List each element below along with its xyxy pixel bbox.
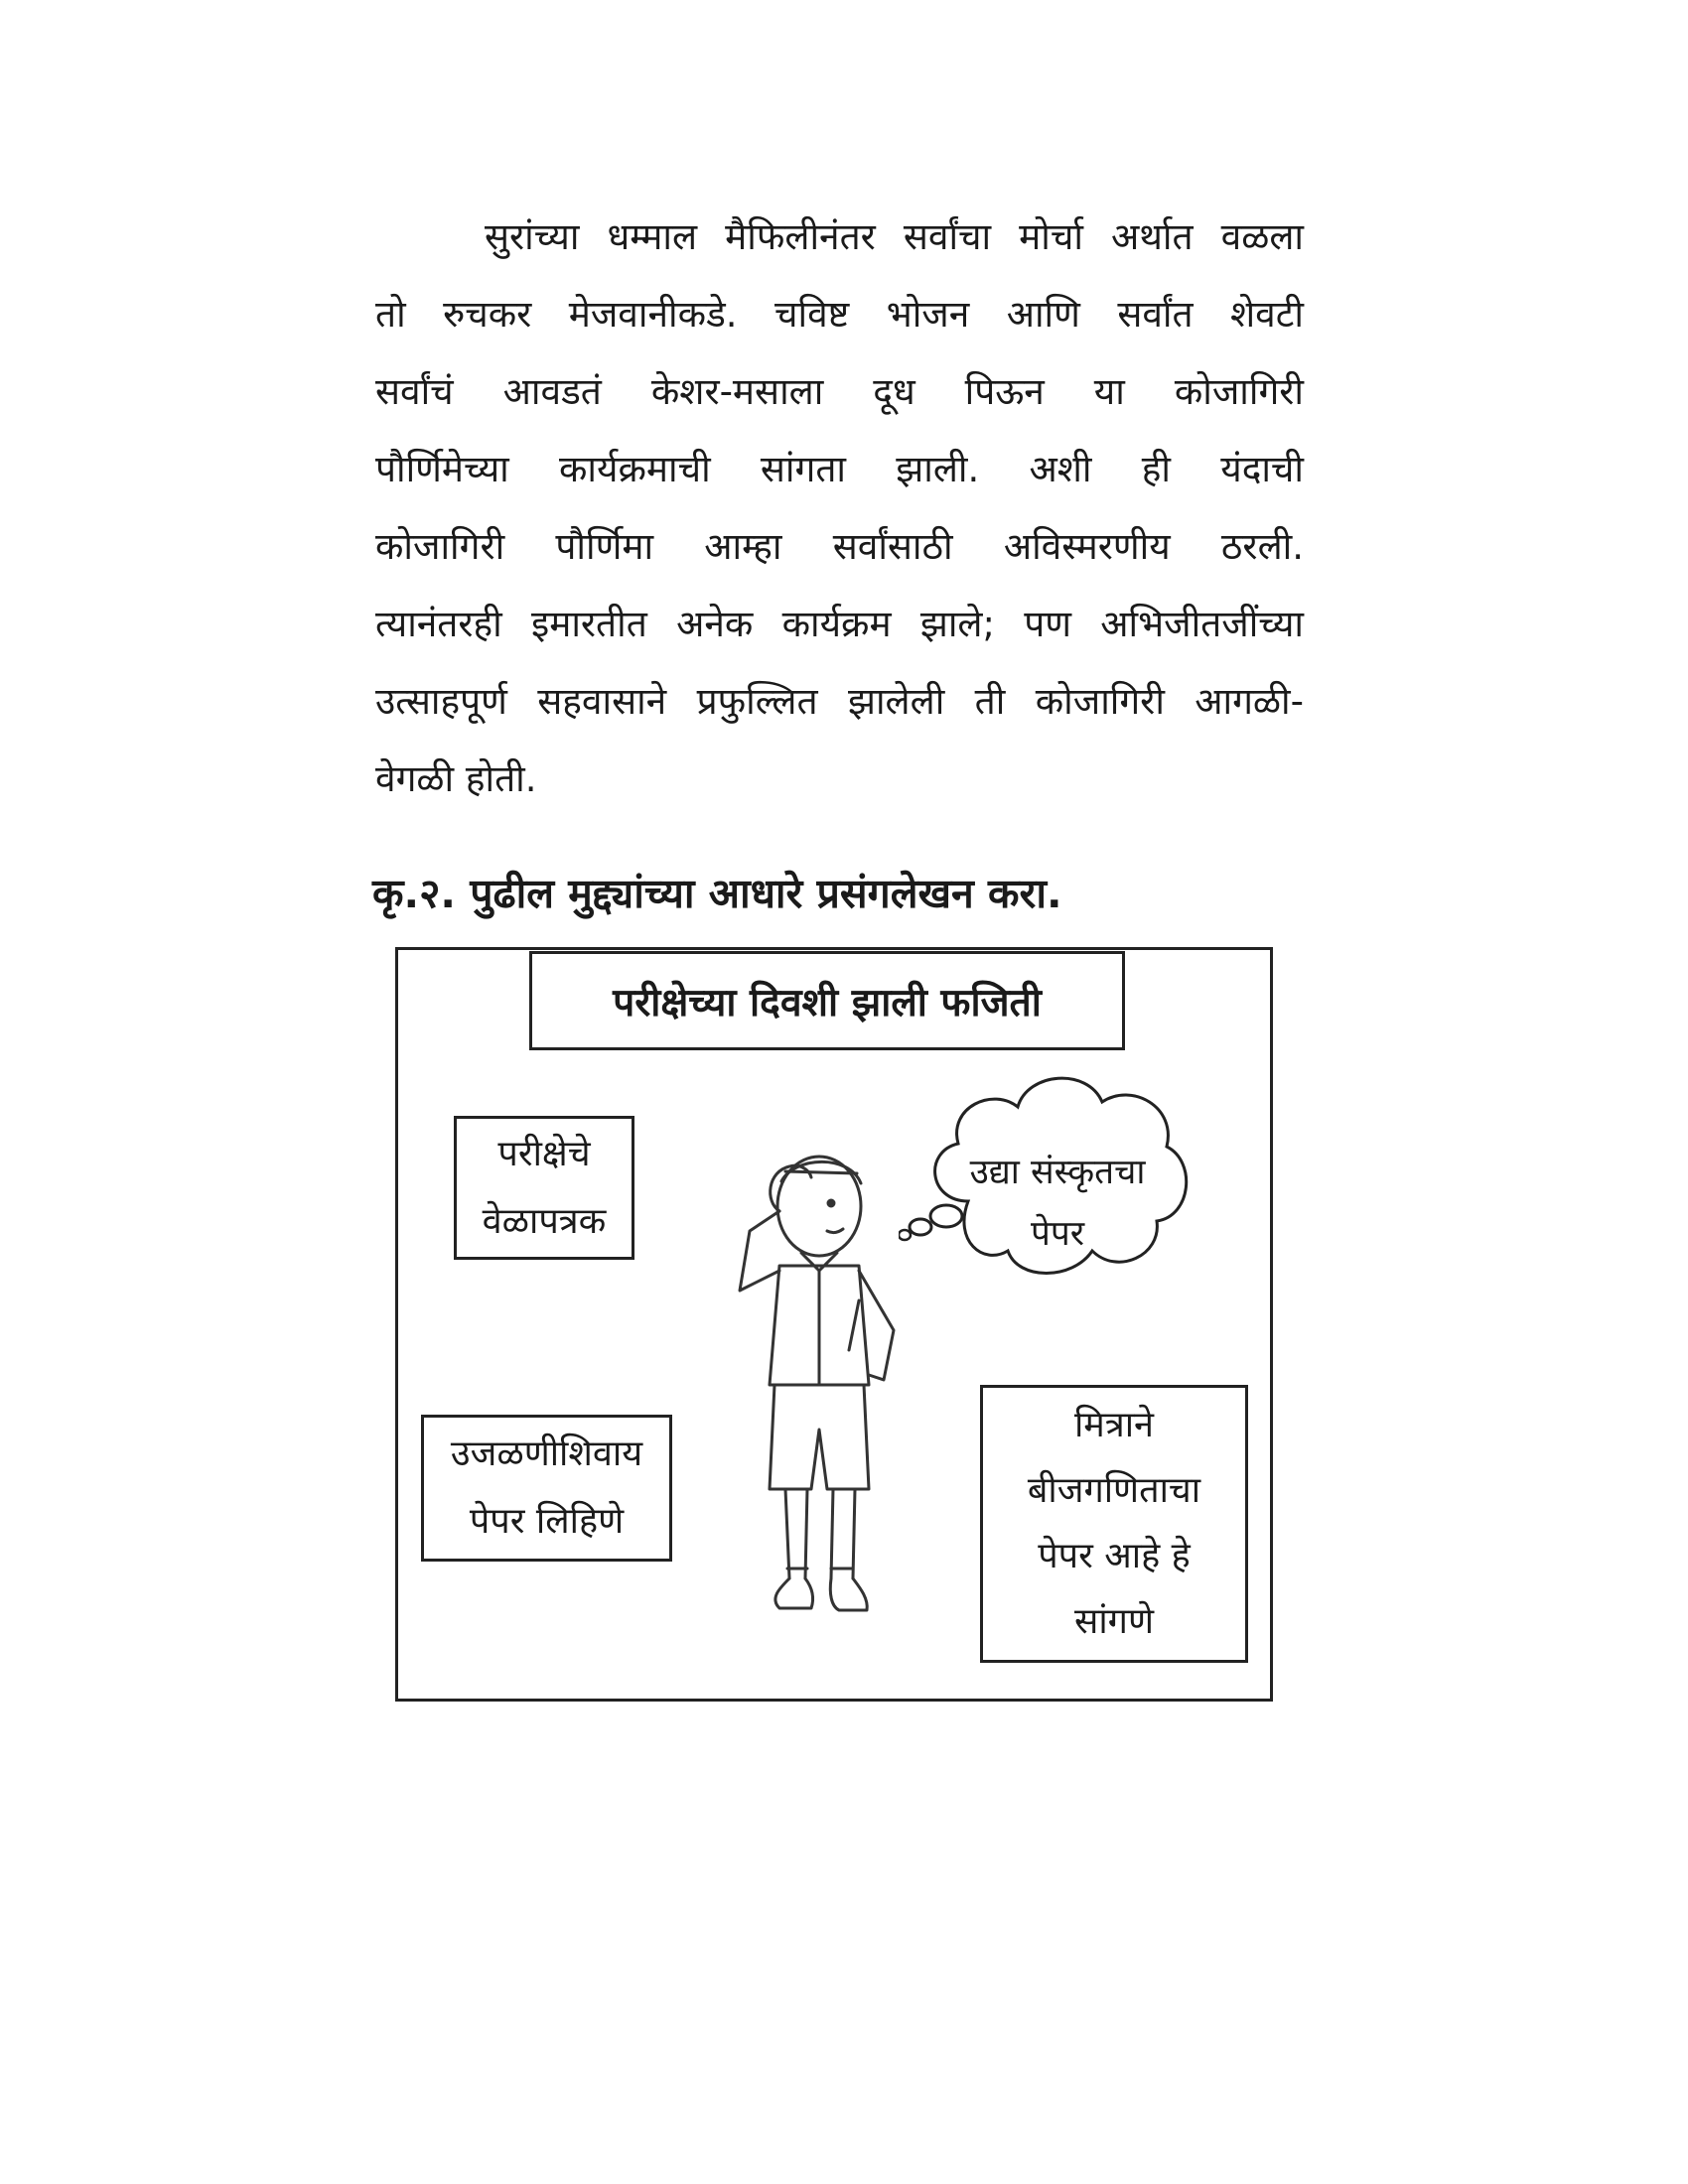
- point-text: बीजगणिताचा: [1027, 1470, 1201, 1511]
- point-box-timetable: [454, 1116, 634, 1260]
- thinking-boy-icon: [720, 1142, 918, 1668]
- passage-line: सर्वांचं आवडतं केशर-मसाला दूध पिऊन या कोजागिरी: [375, 370, 1304, 413]
- question-heading: कृ.२. पुढील मुद्द्यांच्या आधारे प्रसंगलेखन करा.: [372, 870, 1062, 917]
- passage-paragraph: [375, 199, 1304, 818]
- passage-line: पौर्णिमेच्या कार्यक्रमाची सांगता झाली. अशी ही यंदाची: [375, 448, 1304, 490]
- point-text: सांगणे: [1074, 1601, 1154, 1642]
- point-text: पेपर आहे हे: [1038, 1536, 1191, 1576]
- point-text: वेळापत्रक: [482, 1200, 607, 1242]
- point-text: परीक्षेचे: [497, 1133, 591, 1174]
- passage-line: उत्साहपूर्ण सहवासाने प्रफुल्लित झालेली ती कोजागिरी आगळी-: [375, 680, 1304, 723]
- passage-line: तो रुचकर मेजवानीकडे. चविष्ट भोजन आणि सर्वांत शेवटी: [375, 293, 1304, 336]
- thought-line: उद्या संस्कृतचा: [969, 1153, 1146, 1192]
- point-box-no-revision: [421, 1415, 672, 1562]
- thought-line: पेपर: [1030, 1214, 1085, 1254]
- passage-line: वेगळी होती.: [375, 757, 537, 800]
- prompt-card-title: परीक्षेच्या दिवशी झाली फजिती: [529, 951, 1125, 1050]
- passage-line: कोजागिरी पौर्णिमा आम्हा सर्वांसाठी अविस्मरणीय ठरली.: [375, 525, 1304, 568]
- point-text: पेपर लिहिणे: [469, 1501, 625, 1542]
- thought-text: [943, 1142, 1172, 1265]
- passage-line: त्यानंतरही इमारतीत अनेक कार्यक्रम झाले; पण अभिजीतजींच्या: [375, 603, 1304, 645]
- point-text: मित्राने: [1073, 1405, 1155, 1445]
- passage-line: सुरांच्या धम्माल मैफिलीनंतर सर्वांचा मोर्चा अर्थात वळला: [485, 215, 1304, 258]
- point-box-friend: [980, 1385, 1248, 1663]
- point-text: उजळणीशिवाय: [450, 1433, 643, 1474]
